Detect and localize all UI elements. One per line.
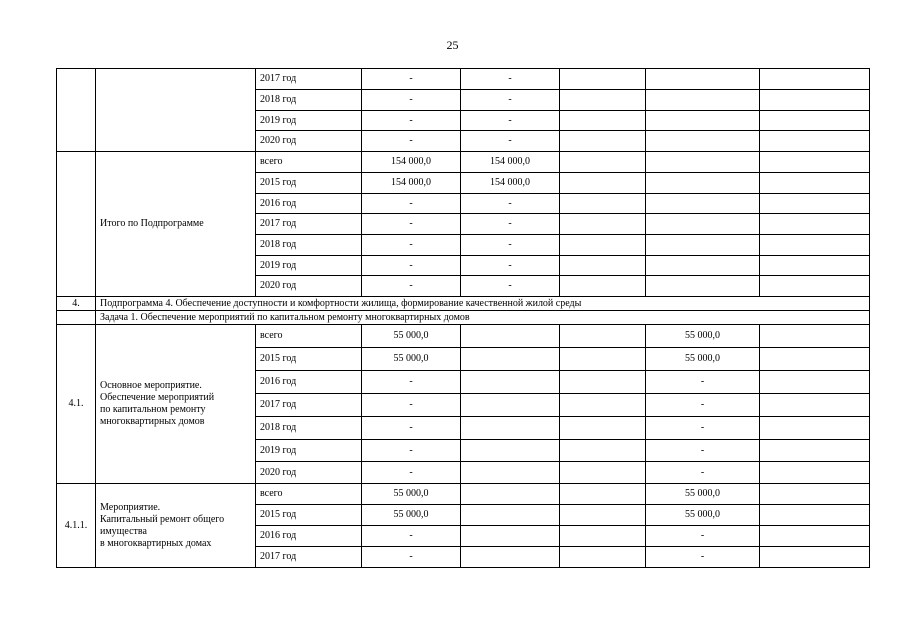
value-cell: - <box>461 111 560 131</box>
year-cell: 2020 год <box>256 131 362 152</box>
value-cell: 154 000,0 <box>461 173 560 194</box>
value-cell: 55 000,0 <box>362 484 461 505</box>
year-cell: 2020 год <box>256 462 362 484</box>
value-cell: - <box>461 276 560 297</box>
year-cell: всего <box>256 152 362 173</box>
item-label-line: по капитальном ремонту <box>100 404 206 415</box>
year-cell: 2019 год <box>256 111 362 131</box>
year-cell: 2016 год <box>256 194 362 214</box>
value-cell: - <box>362 547 461 568</box>
value-cell: 55 000,0 <box>646 348 760 371</box>
value-cell: - <box>362 526 461 547</box>
value-cell: - <box>362 394 461 417</box>
year-cell: 2019 год <box>256 440 362 462</box>
value-cell: - <box>646 547 760 568</box>
item-num: 4.1. <box>57 325 96 484</box>
num-cell <box>57 152 96 297</box>
value-cell: 55 000,0 <box>646 505 760 526</box>
year-cell: 2015 год <box>256 505 362 526</box>
value-cell: - <box>461 90 560 111</box>
year-cell: 2018 год <box>256 417 362 440</box>
subprogram-title: Подпрограмма 4. Обеспечение доступности и комфортности жилища, формирование качественной жилой среды <box>96 297 870 311</box>
value-cell: 55 000,0 <box>362 325 461 348</box>
item-label-line: Основное мероприятие. <box>100 380 202 391</box>
page-number: 25 <box>446 38 459 52</box>
value-cell: 55 000,0 <box>646 325 760 348</box>
value-cell: - <box>646 526 760 547</box>
item-label-line: в многоквартирных домах <box>100 537 212 549</box>
item-label-line: имущества <box>100 525 147 537</box>
value-cell: - <box>461 194 560 214</box>
value-cell: - <box>646 417 760 440</box>
value-cell: - <box>362 462 461 484</box>
value-cell: 55 000,0 <box>362 505 461 526</box>
year-cell: 2020 год <box>256 276 362 297</box>
subprogram-num: 4. <box>57 297 96 311</box>
item-label <box>96 325 256 484</box>
value-cell: - <box>362 371 461 394</box>
table-row <box>57 325 870 348</box>
value-cell: - <box>461 69 560 90</box>
item-label <box>96 484 256 568</box>
year-cell: 2015 год <box>256 348 362 371</box>
value-cell: - <box>461 256 560 276</box>
year-cell: 2017 год <box>256 394 362 417</box>
num-cell <box>57 69 96 152</box>
table-row <box>57 484 870 505</box>
year-cell: всего <box>256 325 362 348</box>
value-cell: 154 000,0 <box>362 152 461 173</box>
value-cell: - <box>646 440 760 462</box>
table-row <box>57 311 870 325</box>
table-row <box>57 297 870 311</box>
value-cell: - <box>362 131 461 152</box>
value-cell: - <box>362 69 461 90</box>
value-cell: 154 000,0 <box>362 173 461 194</box>
budget-table <box>56 68 870 568</box>
value-cell: - <box>362 214 461 235</box>
year-cell: 2018 год <box>256 235 362 256</box>
value-cell: - <box>646 462 760 484</box>
item-label-line: Капитальный ремонт общего <box>100 513 225 525</box>
year-cell: 2017 год <box>256 214 362 235</box>
item-label-line: Мероприятие. <box>100 501 161 513</box>
value-cell: 55 000,0 <box>362 348 461 371</box>
year-cell: 2016 год <box>256 526 362 547</box>
year-cell: 2015 год <box>256 173 362 194</box>
year-cell: всего <box>256 484 362 505</box>
value-cell: - <box>362 90 461 111</box>
value-cell: - <box>646 394 760 417</box>
value-cell: - <box>362 417 461 440</box>
item-label-line: многоквартирных домов <box>100 416 205 427</box>
value-cell: - <box>362 194 461 214</box>
item-label-line: Обеспечение мероприятий <box>100 392 215 403</box>
year-cell: 2018 год <box>256 90 362 111</box>
value-cell: 55 000,0 <box>646 484 760 505</box>
value-cell: - <box>646 371 760 394</box>
value-cell: - <box>362 440 461 462</box>
table-row <box>57 152 870 173</box>
label-cell <box>96 69 256 152</box>
item-num: 4.1.1. <box>57 484 96 568</box>
value-cell: - <box>461 214 560 235</box>
year-cell: 2016 год <box>256 371 362 394</box>
year-cell: 2019 год <box>256 256 362 276</box>
value-cell: - <box>362 111 461 131</box>
year-cell: 2017 год <box>256 69 362 90</box>
itogo-label: Итого по Подпрограмме <box>96 152 256 297</box>
value-cell: - <box>461 131 560 152</box>
table-row <box>57 69 870 90</box>
task-title: Задача 1. Обеспечение мероприятий по капитальном ремонту многоквартирных домов <box>96 311 870 325</box>
value-cell: - <box>461 235 560 256</box>
value-cell: 154 000,0 <box>461 152 560 173</box>
year-cell: 2017 год <box>256 547 362 568</box>
value-cell: - <box>362 276 461 297</box>
value-cell: - <box>362 256 461 276</box>
value-cell: - <box>362 235 461 256</box>
